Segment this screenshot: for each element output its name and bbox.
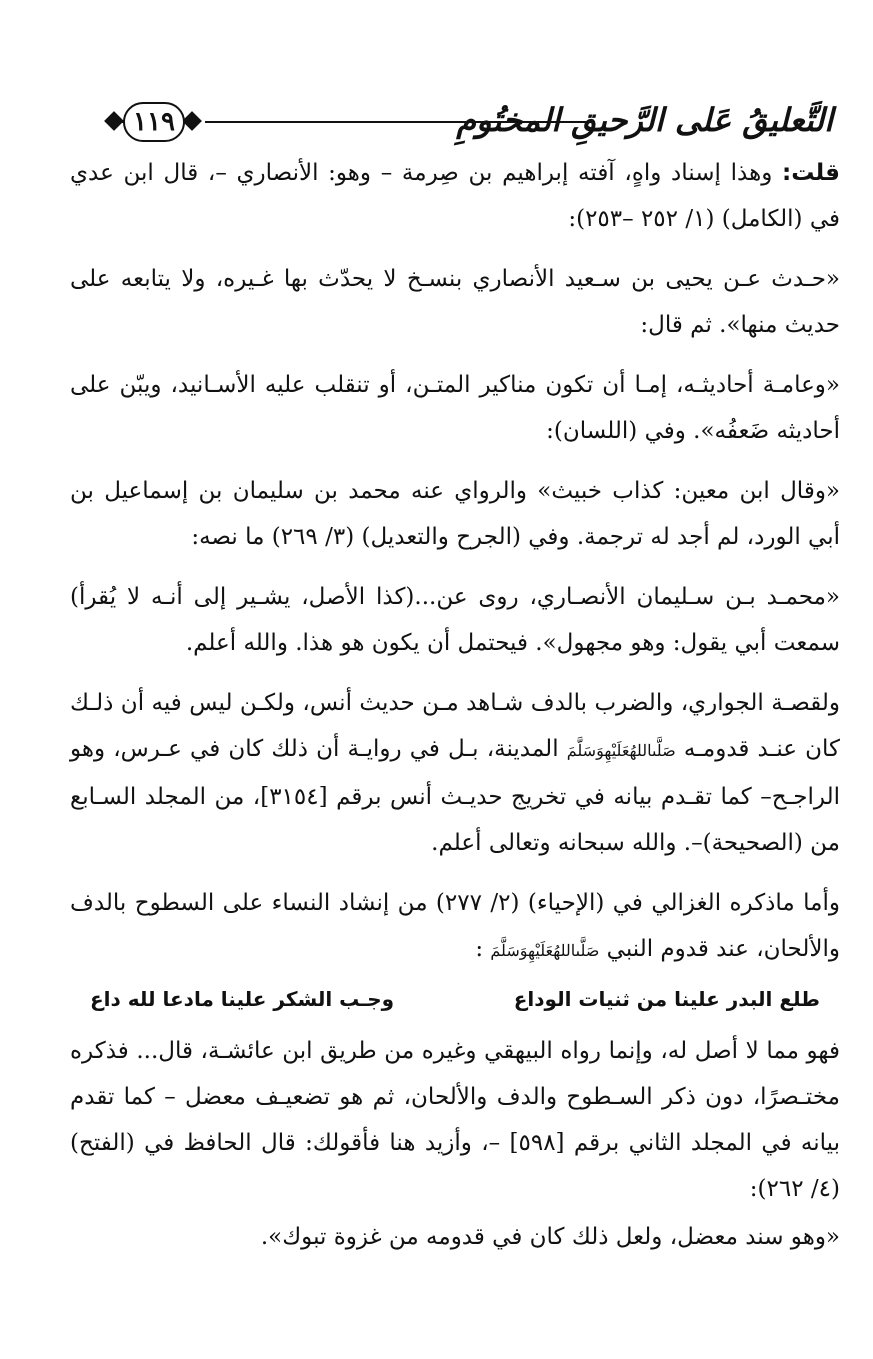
- paragraph-text: وهذا إسناد واهٍ، آفته إبراهيم بن صِرمة – وهو: الأنصاري –، قال ابن عدي في (الكامل) (١/ ٢٥٢ –٢٥٣):: [70, 160, 840, 232]
- page-number-ornament: [107, 100, 199, 144]
- poem-hemistich-1: طلع البدر علينا من ثنيات الوداع: [513, 987, 820, 1011]
- paragraph-text: «وقال ابن معين: كذاب خبيث» والرواي عنه محمد بن سليمان بن إسماعيل بن أبي الورد، لم أجد له ترجمة. وفي (الجرح والتعديل) (٣/ ٢٦٩) ما نصه:: [70, 478, 840, 550]
- paragraph-text: «محمـد بـن سـليمان الأنصـاري، روى عن...(كذا الأصل، يشـير إلى أنـه لا يُقرأ) سمعت أبي يقول: وهو مجهول». فيحتمل أن يكون هو هذا. والله أعلم.: [70, 584, 840, 656]
- paragraph-4: [70, 468, 840, 560]
- book-title: التَّعليقُ عَلى الرَّحيقِ المختُومِ: [456, 101, 833, 139]
- poem-hemistich-2: وجـب الشكر علينا مادعا لله داع: [90, 987, 395, 1011]
- page-header: [62, 92, 833, 152]
- paragraph-5: [70, 574, 840, 666]
- diamond-ornament-icon: [104, 111, 124, 131]
- paragraph-text: «وعامـة أحاديثـه، إمـا أن تكون مناكير المتـن، أو تنقلب عليه الأسـانيد، ويبّن على أحاديثه ضَعفُه». وفي (اللسان):: [70, 372, 840, 444]
- page-body: [70, 150, 840, 1274]
- paragraph-7: [70, 880, 840, 974]
- page-number: ١١٩: [123, 102, 185, 142]
- paragraph-text: «وهو سند معضل، ولعل ذلك كان في قدومه من غزوة تبوك».: [260, 1224, 840, 1250]
- paragraph-text: فهو مما لا أصل له، وإنما رواه البيهقي وغيره من طريق ابن عائشـة، قال... فذكره مختـصرًا، دون ذكر السـطوح والدف والألحان، ثم هو تضعيـف معضل – كما تقدم بيانه في المجلد الثاني برقم [٥٩٨] –، وأزيد هنا فأقولك: قال الحافظ في (الفتح) (٤/ ٢٦٢):: [70, 1038, 840, 1202]
- salawat-honorific: صَلَّىاللهُعَلَيْهِوَسَلَّمَ: [490, 941, 600, 960]
- header-rule: [205, 121, 595, 123]
- paragraph-text: ولقصـة الجواري، والضرب بالدف شـاهد مـن حديث أنس، ولكـن ليس فيه أن ذلـك كان عنـد قدومـه: [70, 690, 840, 762]
- paragraph-text: المدينة، بـل في روايـة أن ذلك كان في عـرس، وهو الراجـح– كما تقـدم بيانه في تخريج حديـث أنس برقم [٣١٥٤]، من المجلد السـابع من (الصحيحة)–. والله سبحانه وتعالى أعلم.: [70, 736, 840, 856]
- diamond-ornament-icon: [182, 111, 202, 131]
- paragraph-text: :: [475, 936, 491, 962]
- paragraph-text: وأما ماذكره الغزالي في (الإحياء) (٢/ ٢٧٧) من إنشاد النساء على السطوح بالدف والألحان، عند قدوم النبي: [70, 890, 840, 962]
- salawat-honorific: صَلَّىاللهُعَلَيْهِوَسَلَّمَ: [566, 741, 676, 760]
- paragraph-9: [70, 1214, 840, 1260]
- paragraph-text: «حـدث عـن يحيى بن سـعيد الأنصاري بنسـخ لا يحدّث بها غـيره، ولا يتابعه على حديث منها». ثم قال:: [70, 266, 840, 338]
- paragraph-lead: قلت:: [782, 160, 840, 186]
- poem-verse: [70, 976, 840, 1022]
- paragraph-1: [70, 150, 840, 242]
- paragraph-6: [70, 680, 840, 866]
- paragraph-2: [70, 256, 840, 348]
- paragraph-3: [70, 362, 840, 454]
- paragraph-8: [70, 1028, 840, 1212]
